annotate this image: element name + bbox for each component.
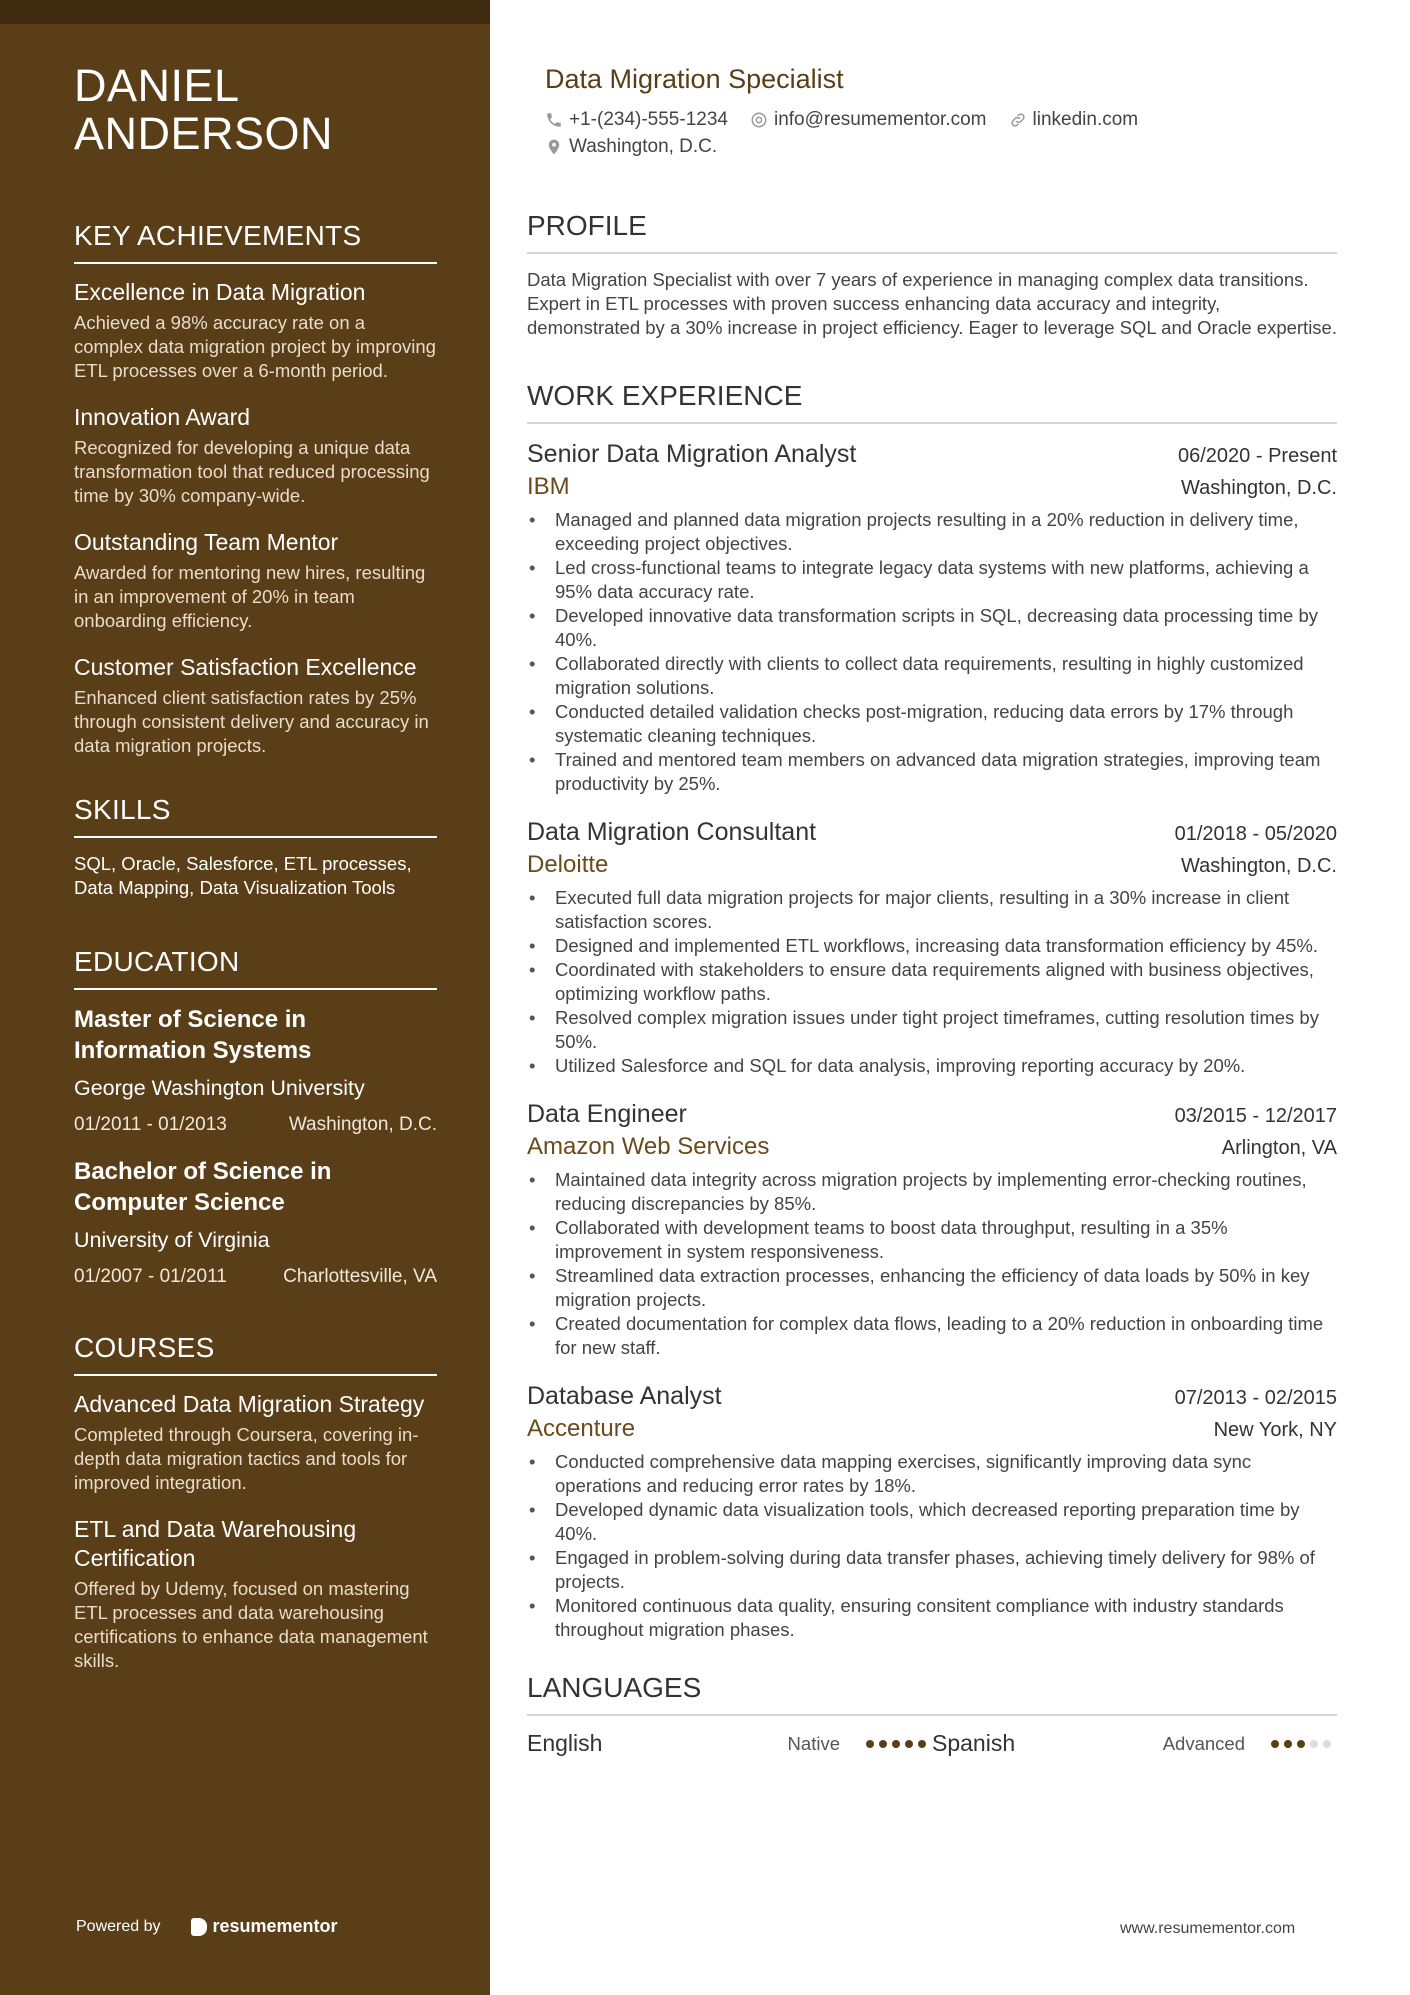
profile-heading: PROFILE bbox=[527, 210, 1337, 254]
job-header-row bbox=[527, 1380, 1337, 1412]
job-entry bbox=[527, 438, 1337, 796]
achievement-title: Customer Satisfaction Excellence bbox=[74, 654, 417, 680]
course-item bbox=[74, 1515, 437, 1673]
job-header-row bbox=[527, 816, 1337, 848]
job-bullets bbox=[527, 508, 1337, 796]
job-entry bbox=[527, 1380, 1337, 1642]
courses-heading: COURSES bbox=[74, 1332, 437, 1376]
job-role: Senior Data Migration Analyst bbox=[527, 440, 857, 468]
job-role: Data Migration Consultant bbox=[527, 818, 817, 846]
language-name: Spanish bbox=[932, 1730, 1016, 1756]
job-dates: 01/2018 - 05/2020 bbox=[1174, 823, 1337, 845]
job-bullet: • Conducted detailed validation checks post-migration, reducing data errors by 17% through systematic cleaning techniques. bbox=[527, 700, 1337, 748]
brand-name: resumementor bbox=[212, 1916, 338, 1936]
brand-logo[interactable] bbox=[191, 1916, 338, 1937]
skills-section bbox=[74, 794, 437, 900]
job-location: Arlington, VA bbox=[1221, 1137, 1337, 1159]
job-role: Data Engineer bbox=[527, 1100, 687, 1128]
achievements-section bbox=[74, 220, 437, 758]
job-bullet: • Led cross-functional teams to integrate legacy data systems with new platforms, achieving a 95% data accuracy rate. bbox=[527, 556, 1337, 604]
rating-dot bbox=[866, 1740, 874, 1748]
job-bullets bbox=[527, 1450, 1337, 1642]
contact-email[interactable] bbox=[750, 109, 987, 131]
powered-by-label: Powered by bbox=[76, 1917, 161, 1935]
name-first: DANIEL bbox=[74, 60, 240, 111]
link-icon bbox=[1009, 111, 1027, 129]
language-item bbox=[527, 1730, 932, 1757]
job-entry bbox=[527, 1098, 1337, 1360]
job-bullet: • Coordinated with stakeholders to ensure data requirements aligned with business objectives, optimizing workflow paths. bbox=[527, 958, 1337, 1006]
job-bullets bbox=[527, 886, 1337, 1078]
education-heading: EDUCATION bbox=[74, 946, 437, 990]
language-level: Advanced bbox=[1162, 1732, 1245, 1754]
footer-url[interactable]: www.resumementor.com bbox=[1120, 1920, 1296, 1937]
achievement-title: Innovation Award bbox=[74, 404, 251, 430]
job-dates: 07/2013 - 02/2015 bbox=[1174, 1387, 1337, 1409]
sidebar-footer bbox=[76, 1916, 338, 1937]
education-item bbox=[74, 1004, 437, 1138]
sidebar bbox=[0, 0, 490, 1995]
job-bullet: • Created documentation for complex data flows, leading to a 20% reduction in onboarding time for new staff. bbox=[527, 1312, 1337, 1360]
education-meta bbox=[74, 1112, 437, 1138]
education-school: George Washington University bbox=[74, 1076, 365, 1100]
job-company: Accenture bbox=[527, 1415, 636, 1442]
education-dates: 01/2007 - 01/2011 bbox=[74, 1266, 227, 1287]
contact-linkedin[interactable] bbox=[1009, 109, 1139, 131]
achievements-heading: KEY ACHIEVEMENTS bbox=[74, 220, 437, 264]
achievement-description: Awarded for mentoring new hires, resulting in an improvement of 20% in team onboarding efficiency. bbox=[74, 562, 426, 631]
job-company: Amazon Web Services bbox=[527, 1133, 770, 1160]
job-header-row bbox=[527, 438, 1337, 470]
rating-dot bbox=[918, 1740, 926, 1748]
rating-dot bbox=[905, 1740, 913, 1748]
education-dates: 01/2011 - 01/2013 bbox=[74, 1114, 227, 1135]
achievement-item bbox=[74, 278, 437, 383]
job-entry bbox=[527, 816, 1337, 1078]
rating-dot bbox=[1271, 1740, 1279, 1748]
job-dates: 06/2020 - Present bbox=[1178, 445, 1337, 467]
education-school: University of Virginia bbox=[74, 1228, 270, 1252]
job-bullet: • Trained and mentored team members on advanced data migration strategies, improving team productivity by 25%. bbox=[527, 748, 1337, 796]
job-bullet: • Conducted comprehensive data mapping exercises, significantly improving data sync operations and reducing error rates by 18%. bbox=[527, 1450, 1337, 1498]
job-location: New York, NY bbox=[1213, 1419, 1337, 1441]
email-text: info@resumementor.com bbox=[773, 108, 987, 130]
achievement-description: Recognized for developing a unique data transformation tool that reduced processing time by 30% company-wide. bbox=[74, 437, 430, 506]
job-bullets bbox=[527, 1168, 1337, 1360]
job-title: Data Migration Specialist bbox=[545, 64, 844, 94]
language-rating bbox=[1271, 1740, 1336, 1748]
at-icon bbox=[750, 111, 768, 129]
job-header-row bbox=[527, 1098, 1337, 1130]
languages-heading: LANGUAGES bbox=[527, 1672, 1337, 1716]
skills-list: SQL, Oracle, Salesforce, ETL processes, Data Mapping, Data Visualization Tools bbox=[74, 853, 412, 898]
achievement-item bbox=[74, 653, 437, 758]
job-dates: 03/2015 - 12/2017 bbox=[1174, 1105, 1337, 1127]
location-pin-icon bbox=[545, 138, 563, 156]
education-item bbox=[74, 1156, 437, 1290]
achievement-title: Outstanding Team Mentor bbox=[74, 529, 339, 555]
language-name: English bbox=[527, 1730, 603, 1756]
job-location: Washington, D.C. bbox=[1181, 855, 1337, 877]
contact-location bbox=[545, 136, 717, 158]
contact-phone[interactable] bbox=[545, 109, 728, 131]
job-bullet: • Engaged in problem-solving during data transfer phases, achieving timely delivery for 98% of projects. bbox=[527, 1546, 1337, 1594]
job-company-row bbox=[527, 848, 1337, 882]
education-location: Charlottesville, VA bbox=[283, 1266, 437, 1287]
rating-dot bbox=[1284, 1740, 1292, 1748]
skills-heading: SKILLS bbox=[74, 794, 437, 838]
job-company: Deloitte bbox=[527, 851, 609, 878]
job-company-row bbox=[527, 470, 1337, 504]
job-bullet: • Monitored continuous data quality, ensuring consitent compliance with industry standards throughout migration phases. bbox=[527, 1594, 1337, 1642]
job-company: IBM bbox=[527, 473, 570, 500]
job-location: Washington, D.C. bbox=[1181, 477, 1337, 499]
rating-dot bbox=[1297, 1740, 1305, 1748]
experience-heading: WORK EXPERIENCE bbox=[527, 380, 1337, 424]
education-location: Washington, D.C. bbox=[288, 1114, 437, 1135]
job-bullet: • Executed full data migration projects for major clients, resulting in a 30% increase in client satisfaction scores. bbox=[527, 886, 1337, 934]
rating-dot bbox=[879, 1740, 887, 1748]
job-bullet: • Designed and implemented ETL workflows, increasing data transformation efficiency by 45%. bbox=[527, 934, 1337, 958]
job-bullet: • Collaborated with development teams to boost data throughput, resulting in a 35% improvement in system responsiveness. bbox=[527, 1216, 1337, 1264]
job-company-row bbox=[527, 1412, 1337, 1446]
courses-section bbox=[74, 1332, 437, 1673]
language-level: Native bbox=[787, 1732, 840, 1754]
languages-section bbox=[527, 1672, 1337, 1757]
course-description: Offered by Udemy, focused on mastering ETL processes and data warehousing certifications to enhance data management skills. bbox=[74, 1578, 428, 1671]
job-bullet: • Developed dynamic data visualization tools, which decreased reporting preparation time by 40%. bbox=[527, 1498, 1337, 1546]
experience-section bbox=[527, 380, 1337, 1642]
phone-text: +1-(234)-555-1234 bbox=[569, 108, 728, 130]
candidate-name bbox=[74, 62, 437, 158]
education-section bbox=[74, 946, 437, 1290]
language-rating bbox=[866, 1740, 931, 1748]
location-text: Washington, D.C. bbox=[569, 135, 718, 157]
achievement-description: Enhanced client satisfaction rates by 25% through consistent delivery and accuracy in data migration projects. bbox=[74, 687, 429, 756]
job-role: Database Analyst bbox=[527, 1382, 722, 1410]
job-bullet: • Resolved complex migration issues under tight project timeframes, cutting resolution times by 50%. bbox=[527, 1006, 1337, 1054]
contact-info bbox=[545, 106, 1337, 160]
achievement-title: Excellence in Data Migration bbox=[74, 279, 366, 305]
achievement-description: Achieved a 98% accuracy rate on a complex data migration project by improving ETL processes over a 6-month period. bbox=[74, 312, 436, 381]
profile-section bbox=[527, 210, 1337, 340]
rating-dot bbox=[1323, 1740, 1331, 1748]
course-title: ETL and Data Warehousing Certification bbox=[74, 1516, 357, 1571]
job-bullet: • Managed and planned data migration projects resulting in a 20% reduction in delivery time, exceeding project objectives. bbox=[527, 508, 1337, 556]
job-bullet: • Streamlined data extraction processes, enhancing the efficiency of data loads by 50% in key migration projects. bbox=[527, 1264, 1337, 1312]
education-meta bbox=[74, 1264, 437, 1290]
job-bullet: • Utilized Salesforce and SQL for data analysis, improving reporting accuracy by 20%. bbox=[527, 1054, 1337, 1078]
education-degree: Bachelor of Science in Computer Science bbox=[74, 1158, 332, 1216]
achievement-item bbox=[74, 528, 437, 633]
course-description: Completed through Coursera, covering in-depth data migration tactics and tools for improved integration. bbox=[74, 1424, 419, 1493]
course-item bbox=[74, 1390, 437, 1495]
course-title: Advanced Data Migration Strategy bbox=[74, 1391, 425, 1417]
linkedin-text: linkedin.com bbox=[1032, 108, 1139, 130]
rating-dot bbox=[1310, 1740, 1318, 1748]
name-last: ANDERSON bbox=[74, 108, 334, 159]
achievement-item bbox=[74, 403, 437, 508]
job-company-row bbox=[527, 1130, 1337, 1164]
brand-logo-icon bbox=[191, 1918, 207, 1936]
language-item bbox=[932, 1730, 1337, 1757]
sidebar-top-bar bbox=[0, 0, 490, 24]
education-degree: Master of Science in Information Systems bbox=[74, 1006, 312, 1064]
job-bullet: • Collaborated directly with clients to collect data requirements, resulting in highly customized migration solutions. bbox=[527, 652, 1337, 700]
rating-dot bbox=[892, 1740, 900, 1748]
main-content bbox=[527, 62, 1337, 1757]
job-bullet: • Maintained data integrity across migration projects by implementing error-checking routines, reducing discrepancies by 85%. bbox=[527, 1168, 1337, 1216]
phone-icon bbox=[545, 111, 563, 129]
job-bullet: • Developed innovative data transformation scripts in SQL, decreasing data processing time by 40%. bbox=[527, 604, 1337, 652]
profile-summary: Data Migration Specialist with over 7 years of experience in managing complex data transitions. Expert in ETL processes with proven success enhancing data accuracy and integrity, demonstrated by a 30% increase in project efficiency. Eager to leverage SQL and Oracle expertise. bbox=[527, 269, 1337, 338]
